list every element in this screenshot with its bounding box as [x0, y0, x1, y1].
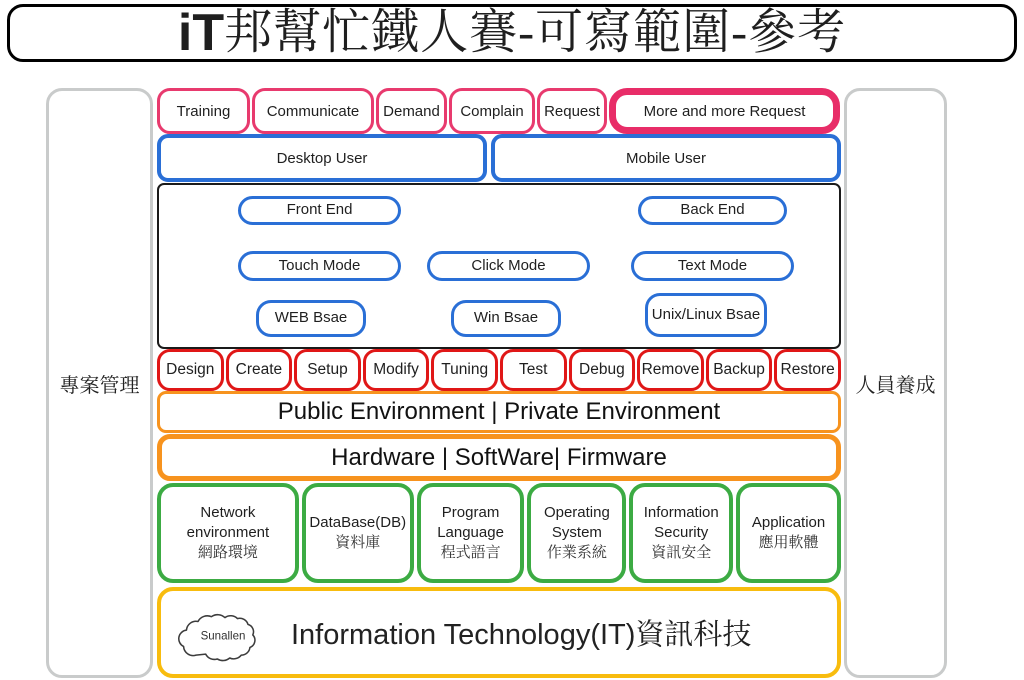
- program-language-label-en: Program Language: [437, 503, 504, 541]
- touch-mode-label: Touch Mode: [278, 256, 361, 274]
- restore-label: Restore: [780, 361, 835, 378]
- complain-label: Complain: [460, 102, 524, 120]
- operating-system-box: [527, 483, 626, 583]
- desktop-user-box: [157, 134, 487, 182]
- create-label: Create: [235, 361, 283, 378]
- program-language-box: [417, 483, 525, 583]
- design-label: Design: [166, 361, 215, 378]
- complain-box: [449, 88, 535, 134]
- remove-label: Remove: [641, 361, 700, 378]
- remove-box: [637, 349, 704, 391]
- application-label-en: Application: [751, 513, 826, 531]
- touch-mode-box: [238, 251, 401, 281]
- information-security-label-zh: 資訊安全: [651, 544, 712, 562]
- request-box: [537, 88, 607, 134]
- front-end-box: [238, 196, 401, 225]
- hardware-software-firmware-bar: [157, 434, 841, 481]
- tuning-box: [431, 349, 498, 391]
- tuning-label: Tuning: [441, 361, 489, 378]
- text-mode-label: Text Mode: [677, 256, 748, 274]
- web-base-label: WEB Bsae: [274, 309, 348, 327]
- network-environment-label-zh: 網路環境: [197, 544, 258, 562]
- environment-label: Public Environment | Private Environment: [277, 398, 721, 425]
- modify-box: [363, 349, 430, 391]
- design-box: [157, 349, 224, 391]
- side-right-label: 人員養成: [855, 374, 936, 397]
- side-left-label: 專案管理: [59, 374, 140, 397]
- unix-linux-base-box: [645, 293, 767, 337]
- foundation-label: Information Technology(IT)資訊科技: [291, 619, 752, 651]
- test-box: [500, 349, 567, 391]
- desktop-user-label: Desktop User: [276, 149, 368, 167]
- domain-row: [157, 483, 841, 583]
- application-label-zh: 應用軟體: [758, 534, 819, 551]
- create-box: [226, 349, 293, 391]
- request-row: [157, 88, 841, 134]
- title-prefix: iT: [177, 4, 225, 62]
- demand-label: Demand: [383, 102, 440, 120]
- modify-label: Modify: [373, 361, 419, 378]
- information-security-box: [629, 483, 733, 583]
- win-base-box: [451, 300, 561, 337]
- network-environment-box: [157, 483, 299, 583]
- information-security-label-en: Information Security: [643, 503, 719, 541]
- cloud-brand-label: Sunallen: [200, 630, 246, 643]
- database-label-zh: 資料庫: [335, 534, 381, 551]
- setup-label: Setup: [307, 361, 348, 378]
- operating-system-label-en: Operating System: [543, 503, 610, 541]
- test-label: Test: [519, 361, 548, 378]
- mobile-user-box: [491, 134, 841, 182]
- training-label: Training: [176, 102, 231, 120]
- mobile-user-label: Mobile User: [625, 149, 707, 167]
- unix-linux-base-label: Unix/Linux Bsae: [651, 305, 761, 323]
- database-box: [302, 483, 414, 583]
- foundation-bar: [157, 587, 841, 678]
- side-label-project-management: [46, 88, 153, 678]
- backup-label: Backup: [713, 361, 765, 378]
- operating-system-label-zh: 作業系統: [546, 544, 607, 562]
- side-label-personnel-training: [844, 88, 947, 678]
- click-mode-box: [427, 251, 590, 281]
- request-label: Request: [544, 102, 600, 120]
- training-box: [157, 88, 250, 134]
- user-row: [157, 134, 841, 182]
- main-stack: [157, 88, 841, 678]
- front-end-label: Front End: [286, 201, 353, 219]
- more-and-more-request-box: [609, 88, 840, 134]
- back-end-label: Back End: [680, 201, 745, 219]
- page-title: 邦幫忙鐵人賽-可寫範圍-參考: [224, 6, 847, 59]
- diagram-title-box: [7, 4, 1017, 62]
- operations-row: [157, 349, 841, 391]
- environment-bar: [157, 391, 841, 433]
- hardware-label: Hardware | SoftWare| Firmware: [331, 443, 667, 471]
- network-environment-label-en: Network environment: [186, 503, 270, 541]
- debug-label: Debug: [579, 361, 625, 378]
- demand-box: [376, 88, 447, 134]
- back-end-box: [638, 196, 787, 225]
- restore-box: [774, 349, 841, 391]
- communicate-label: Communicate: [266, 102, 360, 120]
- click-mode-label: Click Mode: [471, 256, 546, 274]
- cloud-icon: [173, 601, 273, 665]
- more-and-more-request-label: More and more Request: [643, 102, 806, 120]
- debug-box: [569, 349, 636, 391]
- win-base-label: Win Bsae: [473, 309, 539, 327]
- interface-container: [157, 183, 841, 349]
- program-language-label-zh: 程式語言: [440, 544, 501, 562]
- database-label-en: DataBase(DB): [309, 513, 407, 531]
- web-base-box: [256, 300, 366, 337]
- backup-box: [706, 349, 773, 391]
- communicate-box: [252, 88, 374, 134]
- setup-box: [294, 349, 361, 391]
- text-mode-box: [631, 251, 794, 281]
- application-box: [736, 483, 841, 583]
